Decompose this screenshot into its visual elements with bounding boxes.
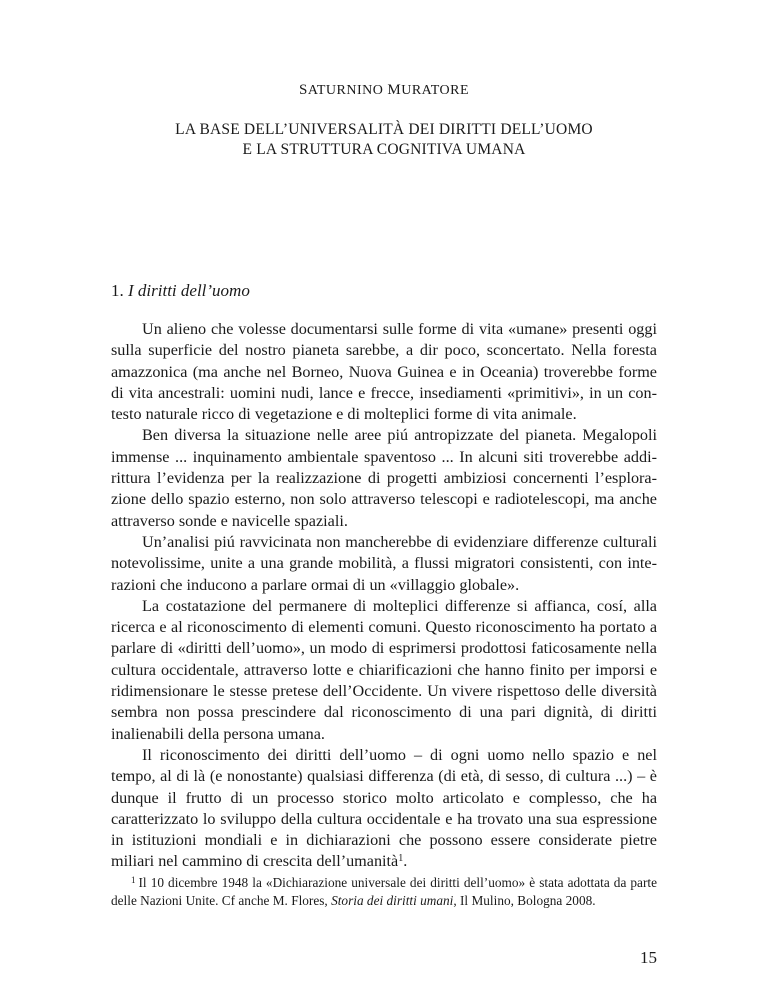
footnote-book-title: Storia dei diritti umani xyxy=(331,893,454,908)
footnote-text-after: , Il Mulino, Bologna 2008. xyxy=(453,893,596,908)
footnote-text-before: Il 10 dicembre 1948 la «Dichiarazione universale dei diritti dell’uomo» è stata adottata da parte delle Nazioni Unite. Cf anche M. Flores, xyxy=(111,875,657,908)
author-first-rest: ATURNINO xyxy=(307,83,384,98)
section-number: 1. xyxy=(111,281,124,300)
footnote xyxy=(111,874,657,910)
title-line-2: E LA STRUTTURA COGNITIVA UMANA xyxy=(242,141,526,158)
footnote-text xyxy=(111,874,657,910)
paragraph: La costatazione del permanere di molteplici differenze si affianca, cosí, alla ricerca e al riconoscimento di elementi comuni. Questo riconoscimento ha portato a parlare di «diritti dell’uomo», un modo di esprimersi prodottosi faticosamente nella cultura occidentale, attraverso lotte e chiarificazioni che hanno finito per imporsi e ridimensionare le stesse pretese dell’Occidente. Un vivere rispettoso delle diversità sembra non possa prescindere dal riconoscimento di una pari dignità, di diritti inalienabili della persona umana. xyxy=(111,596,657,743)
author-name xyxy=(0,82,768,99)
paragraph: Ben diversa la situazione nelle aree piú antropizzate del pianeta. Megalopoli immense ... inquinamento ambientale spaventoso ... In alcuni siti troverebbe addirittura l’evidenza per la realizzazione di progetti ambiziosi concernenti l’esplorazione dello spazio esterno, non solo attraverso telescopi e radiotelescopi, ma anche attraverso sonde e navicelle spaziali. xyxy=(111,426,657,530)
paragraph-last xyxy=(111,745,657,873)
paragraph-last-end: . xyxy=(403,852,408,871)
author-first-initial: S xyxy=(298,82,308,98)
paragraph: Un alieno che volesse documentarsi sulle forme di vita «umane» presenti oggi sulla superficie del nostro pianeta sarebbe, a dir poco, sconcertato. Nella foresta amazzonica (ma anche nel Borneo, Nuova Guinea e in Oceania) troverebbe forme di vita ancestrali: uomini nudi, lance e frecce, insediamenti «primitivi», in un contesto naturale ricco di vegetazione e di molteplici forme di vita animale. xyxy=(111,320,657,424)
paragraph-last-text: Il riconoscimento dei diritti dell’uomo – di ogni uomo nello spazio e nel tempo, al di là (e nonostante) qualsiasi differenza (di età, di sesso, di cultura ...) – è dunque il frutto di un processo storico molto articolato e complesso, che ha caratterizzato lo sviluppo della cultura occidentale e ha trovato una sua espressione in istituzioni mondiali e in dichiarazioni che possono essere considerate pietre miliari nel cammino di crescita dell’umanità xyxy=(111,745,657,871)
body-text xyxy=(111,319,657,873)
paragraph: Un’analisi piú ravvicinata non mancherebbe di evidenziare differenze culturali notevolissime, unite a una grande mobilità, a flussi migratori consistenti, con interazioni che inducono a parlare ormai di un «villaggio globale». xyxy=(111,532,657,594)
section-title: I diritti dell’uomo xyxy=(128,281,250,300)
author-last-initial: M xyxy=(387,82,402,98)
author-last-rest: URATORE xyxy=(401,83,470,98)
page-number: 15 xyxy=(640,948,657,967)
footnote-reference[interactable]: 1 xyxy=(398,853,404,865)
article-title xyxy=(90,120,678,160)
title-line-1: LA BASE DELL’UNIVERSALITÀ DEI DIRITTI DELL’UOMO xyxy=(175,121,593,138)
footnote-mark: 1 xyxy=(131,875,136,885)
section-heading xyxy=(111,281,250,301)
